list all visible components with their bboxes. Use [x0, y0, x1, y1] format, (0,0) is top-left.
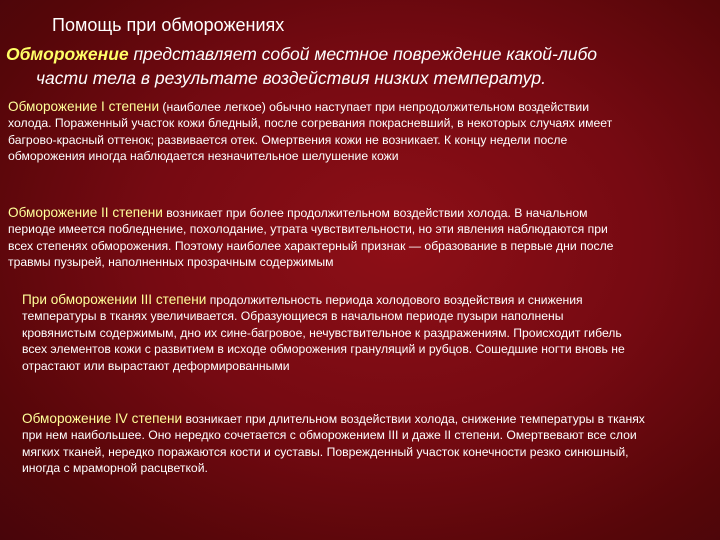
paragraph-degree-2 — [8, 205, 628, 271]
paragraph-text: возникает при длительном воздействии холода, снижение температуры в тканях при нем наибольшее. Оно нередко сочетается с обморожением III и даже II степени. Омертвевают все слои мягких тканей, нередко поражаются кости и суставы. Поврежденный участок конечности резко синюшный, иногда с мраморной расцветкой. — [22, 412, 645, 476]
paragraph-degree-3 — [22, 292, 632, 374]
paragraph-degree-4 — [22, 411, 662, 477]
definition-text-line-1: представляет собой местное повреждение какой-либо — [128, 44, 598, 64]
definition-block — [6, 42, 706, 90]
definition-text-line-2: части тела в результате воздействия низких температур. — [36, 68, 546, 88]
paragraph-lead: Обморожение IV степени — [22, 411, 183, 426]
definition-term: Обморожение — [6, 44, 129, 64]
paragraph-text: возникает при более продолжительном воздействии холода. В начальном периоде имеется побледнение, похолодание, утрата чувствительности, но эти явления наблюдаются при всех степенях обморожения. Поэтому наиболее характерный признак — образование в первые дни после травмы пузырей, наполненных прозрачным содержимым — [8, 206, 614, 270]
paragraph-lead: Обморожение I степени — [8, 99, 160, 114]
slide-title: Помощь при обморожениях — [52, 15, 285, 35]
paragraph-text: (наиболее легкое) обычно наступает при непродолжительном воздействии холода. Пораженный участок кожи бледный, после согревания покрасневший, в некоторых случаях имеет багрово-красный оттенок; развивается отек. Омертвения кожи не возникает. К концу недели после обморожения иногда наблюдается незначительное шелушение кожи — [8, 100, 613, 164]
paragraph-degree-1 — [8, 99, 628, 165]
paragraph-text: продолжительность периода холодового воздействия и снижения температуры в тканях увеличивается. Образующиеся в начальном периоде пузыри наполнены кровянистым содержимым, дно их сине-багровое, нечувствительное к раздражениям. Происходит гибель всех элементов кожи с развитием в исходе обморожения грануляций и рубцов. Сошедшие ногти вновь не отрастают или вырастают деформированными — [22, 293, 625, 373]
paragraph-lead: При обморожении III степени — [22, 292, 207, 307]
paragraph-lead: Обморожение II степени — [8, 205, 163, 220]
